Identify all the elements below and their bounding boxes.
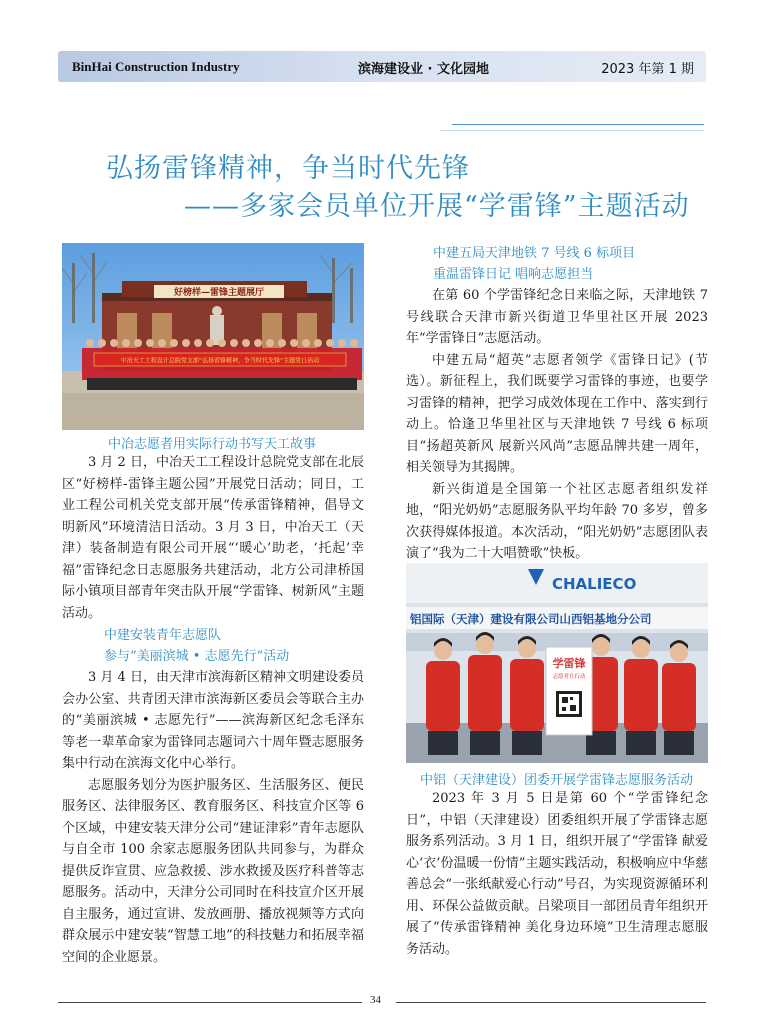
journal-name-en: BinHai Construction Industry (72, 59, 240, 74)
paragraph-mcc-volunteers (62, 452, 364, 624)
para-chalieco-activities: 2023 年 3 月 5 日是第 60 个“学雷锋纪念日”，中铝（天津建设）团委组织开展了学雷锋志愿服务系列活动。3 月 1 日，组织开展了“学雷锋 献爱心‘衣’份温暖一份情”主题实践活动，积极响应中华慈善总会“一张纸献爱心行动”号召，为实现资源循环利用、环保公益做贡献。吕梁项目一部团员青年组织开展了“传承雷锋精神 美化身边环境”卫生清理志愿服务活动。 (406, 791, 708, 957)
article-subtitle: ——多家会员单位开展“学雷锋”主题活动 (184, 191, 690, 222)
article-title: 弘扬雷锋精神，争当时代先锋 (106, 153, 470, 184)
section-name: 滨海建设业 · 文化园地 (358, 62, 489, 77)
para-sunshine-grannies: 新兴街道是全国第一个社区志愿者组织发祥地，“阳光奶奶”志愿服务队平均年龄 70 多岁，曾多次获得媒体报道。本次活动，“阳光奶奶”志愿团队表演了“我为二十大唱赞歌”快板。 (406, 481, 708, 561)
footer-rule-left (58, 1002, 362, 1003)
photo-volunteers-exhibition-hall (62, 243, 364, 430)
para-service-zones: 志愿服务划分为医护服务区、生活服务区、便民服务区、法律服务区、教育服务区、科技宣介区等 6 个区域，中建安装天津分公司“建证津彩”青年志愿队与自全市 100 余家志愿服务团队共同参与，为群众提供反诈宣贯、应急救援、涉水救援及医疗科普等志愿服务。活动中，天津分公司同时在科技宣介区开展自主服务，通过宣讲、发放画册、播放视频等方式向群众展示中建安装“智慧工地”的科技魅力和拓展幸福空间的企业愿景。 (62, 777, 364, 965)
issue-number: 2023 年第 1 期 (601, 62, 694, 77)
photo-caption-2: 中铝（天津建设）团委开展学雷锋志愿服务活动 (420, 773, 694, 788)
paragraph-chalieco (406, 788, 708, 960)
para-mcc: 3 月 2 日，中冶天工工程设计总院党支部在北辰区“好榜样-雷锋主题公园”开展党日活动；同日，工业工程公司机关党支部开展“传承雷锋精神，倡导文明新风”环境清洁日活动。3 月 3 日，中冶天工（天津）装备制造有限公司开展“‘暖心’助老，‘托起’幸福”雷锋纪念日志愿服务共建活动，北方公司津桥国际小镇项目部青年突击队开展“学雷锋、树新风”主题活动。 (62, 455, 364, 621)
page-number: 34 (370, 994, 381, 1006)
subhead-metro-line7-1: 中建五局天津地铁 7 号线 6 标项目 (433, 246, 636, 261)
group-banner-text: 中冶天工工程设计总院党支部“弘扬雷锋精神，争当时代先锋”主题党日活动 (120, 357, 320, 365)
title-decoration-line (452, 124, 704, 125)
wall-sign-text: 铝国际（天津）建设有限公司山西铝基地分公司 (410, 612, 652, 626)
paragraphs-cscec-install (62, 667, 364, 968)
para-line7-intro: 在第 60 个学雷锋纪念日来临之际，天津地铁 7 号线联合天津市新兴街道卫华里社区开展 2023 年“学雷锋日”志愿活动。 (406, 288, 708, 346)
subhead-cscec-install-2: 参与“美丽滨城 • 志愿先行”活动 (104, 649, 290, 664)
poster-subtitle: 志愿者在行动 (552, 674, 586, 680)
poster-title: 学雷锋 (552, 657, 586, 670)
photo-caption-1: 中冶志愿者用实际行动书写天工故事 (108, 437, 317, 452)
footer-rule-right (396, 1002, 706, 1003)
para-diary-reading: 中建五局“超英”志愿者领学《雷锋日记》(节选）。新征程上，我们既要学习雷锋的事迹，也要学习雷锋的精神，把学习成效体现在工作中、落实到行动上。恰逢卫华里社区与天津地铁 7 号线 6 标项目“扬超英新风 展新兴风尚”志愿品牌共建一周年，相关领导为其揭牌。 (406, 352, 708, 475)
para-binhai-event: 3 月 4 日，由天津市滨海新区精神文明建设委员会办公室、共青团天津市滨海新区委员会等联合主办的“美丽滨城 • 志愿先行”——滨海新区纪念毛泽东等老一辈革命家为雷锋同志题词六十周年暨志愿服务集中行动在滨海文化中心举行。 (62, 670, 364, 771)
photo-chalieco-volunteers (406, 563, 708, 763)
company-logo-text: CHALIECO (552, 575, 637, 593)
paragraphs-metro-line7 (406, 285, 708, 565)
running-header (58, 51, 706, 82)
hall-sign-text: 好榜样—雷锋主题展厅 (173, 288, 265, 298)
subhead-metro-line7-2: 重温雷锋日记 唱响志愿担当 (433, 267, 594, 282)
title-decoration-line-light (440, 130, 704, 131)
subhead-cscec-install-1: 中建安装青年志愿队 (104, 628, 222, 643)
